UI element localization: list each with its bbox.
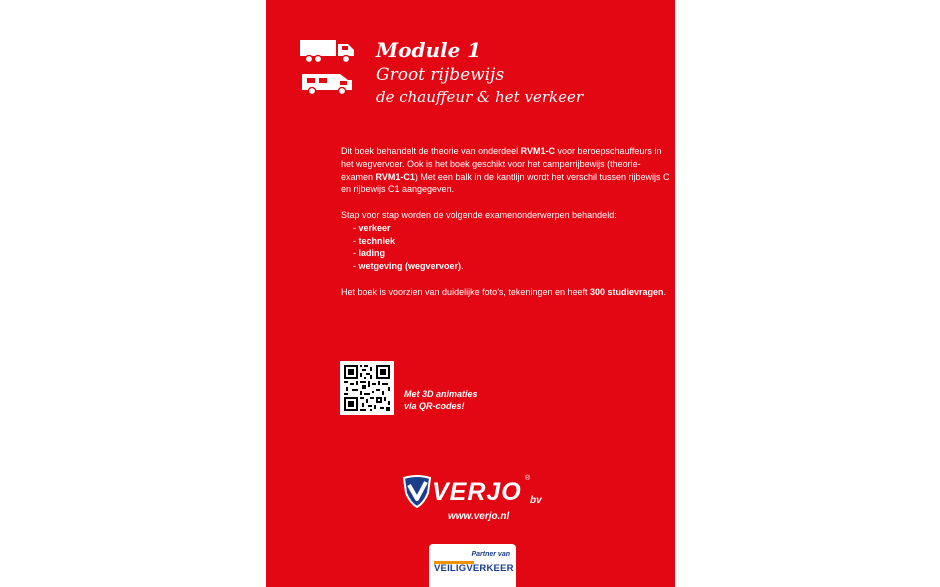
book-back-cover	[266, 0, 675, 587]
partner-name: VEILIGVERKEER	[434, 563, 514, 574]
topic-item: - techniek	[353, 235, 396, 246]
topics-intro: Stap voor stap worden de volgende examenonderwerpen behandeld:	[341, 209, 617, 220]
qr-caption: Met 3D animaties via QR-codes!	[404, 389, 478, 411]
main-title: Groot rijbewijs	[376, 65, 505, 85]
brand-suffix: bv	[530, 495, 542, 506]
brand-name: VERJO	[432, 478, 522, 506]
description	[341, 145, 671, 299]
shield-logo-icon	[402, 475, 432, 509]
partner-label: Partner van	[471, 551, 510, 558]
intro-paragraph: Dit boek behandelt de theorie van onderdeel RVM1-C voor beroepschauffeurs in het wegvervoer. Ook is het boek geschikt voor het camperrijbewijs (theorie-examen RVM1-C1) Met een balk in de kantlijn wordt het verschil tussen rijbewijs C en rijbewijs C1 aangegeven.	[341, 146, 670, 195]
closing-paragraph: Het boek is voorzien van duidelijke foto’s, tekeningen en heeft 300 studievragen.	[341, 286, 667, 297]
qr-code[interactable]	[340, 361, 394, 415]
module-title: Module 1	[376, 38, 482, 62]
topic-item: - wetgeving (wegvervoer).	[353, 261, 464, 272]
verjo-logo	[402, 473, 562, 513]
camper-icon	[300, 70, 356, 96]
topic-item: - verkeer	[353, 222, 391, 233]
vehicle-icons	[300, 38, 356, 96]
exam-code: RVM1-C	[520, 146, 555, 156]
partner-badge	[429, 544, 516, 587]
registered-mark: ®	[525, 475, 531, 482]
subtitle: de chauffeur & het verkeer	[376, 88, 584, 106]
topic-list	[341, 222, 671, 273]
topic-item: - lading	[353, 248, 385, 259]
website-link[interactable]: www.verjo.nl	[448, 511, 510, 522]
qr-code-icon	[340, 361, 394, 415]
book-title	[376, 38, 583, 107]
truck-icon	[300, 38, 356, 64]
exam-code: RVM1-C1	[375, 171, 415, 182]
